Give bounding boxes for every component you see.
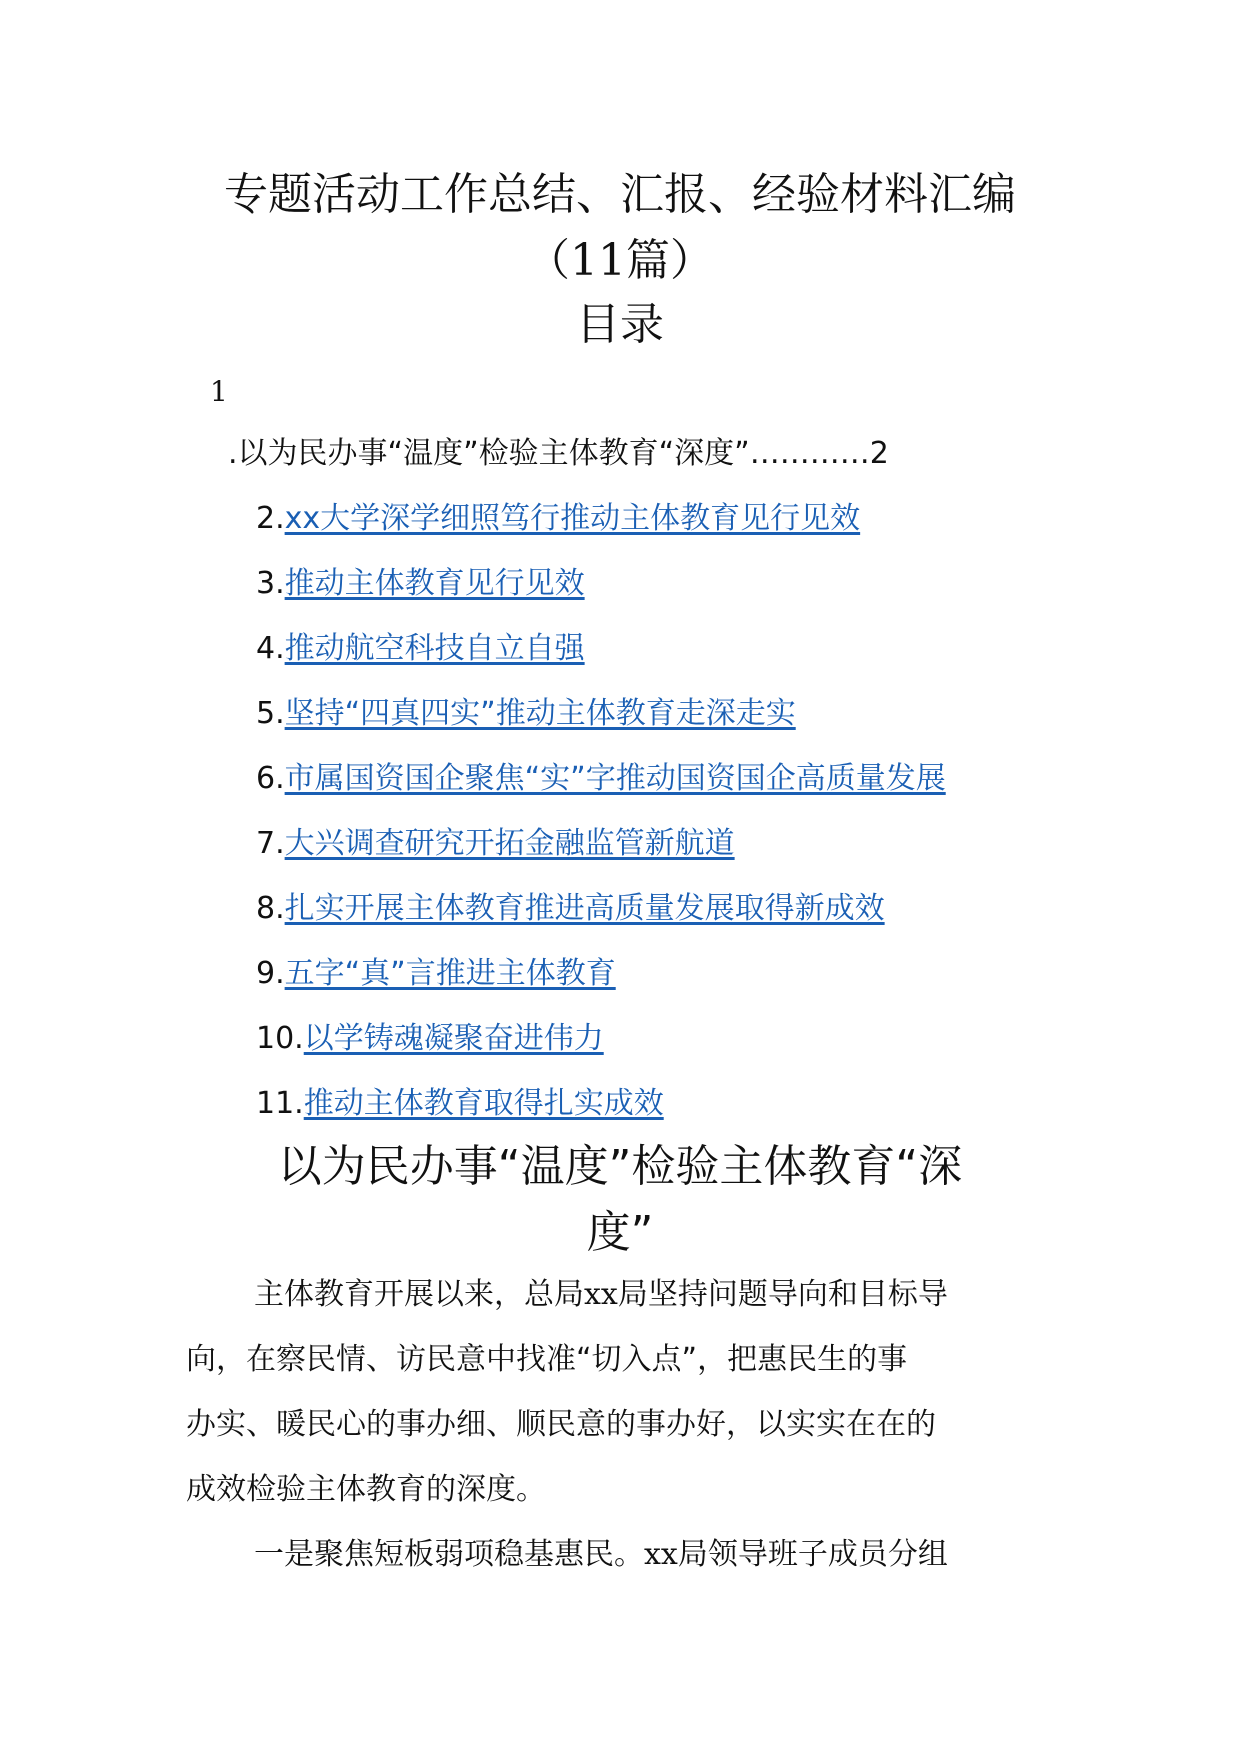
section-title-continued: 度”: [586, 1207, 654, 1258]
table-of-contents: [228, 430, 1056, 1145]
document-title-count: [0, 232, 1240, 290]
toc-link[interactable]: 推动主体教育见行见效: [284, 566, 585, 601]
paragraph-line: 成效检验主体教育的深度。: [186, 1472, 546, 1507]
toc-item-number: 6.: [256, 761, 285, 796]
toc-leader-dots: …………: [749, 436, 870, 471]
toc-item-2[interactable]: [256, 495, 1056, 560]
toc-link[interactable]: 市属国资国企聚焦“实”字推动国资国企高质量发展: [284, 761, 946, 796]
toc-item-number: 3.: [256, 566, 285, 601]
toc-heading: 目录: [576, 299, 664, 350]
toc-item-label: 以为民办事“温度”检验主体教育“深度”: [237, 436, 750, 471]
toc-item-number: 2.: [256, 501, 285, 536]
toc-item-9[interactable]: [256, 950, 1056, 1015]
toc-item-10[interactable]: [256, 1015, 1056, 1080]
toc-item-8[interactable]: [256, 885, 1056, 950]
section-title: 以为民办事“温度”检验主体教育“深: [277, 1141, 963, 1192]
toc-link[interactable]: 大兴调查研究开拓金融监管新航道: [284, 826, 735, 861]
body-paragraph-2: [186, 1522, 1056, 1587]
toc-link[interactable]: 以学铸魂凝聚奋进伟力: [303, 1021, 604, 1056]
toc-item-7[interactable]: [256, 820, 1056, 885]
title-count-number: 11: [570, 235, 626, 286]
toc-item-number: 11.: [256, 1086, 304, 1121]
toc-page-number: 2: [869, 436, 889, 471]
toc-link[interactable]: 扎实开展主体教育推进高质量发展取得新成效: [284, 891, 885, 926]
toc-stray-number: 1: [210, 375, 228, 408]
document-title: 专题活动工作总结、汇报、经验材料汇编: [224, 169, 1016, 220]
title-paren-open: （: [526, 235, 570, 286]
body-paragraph-1: [186, 1262, 1056, 1522]
toc-item-number: 4.: [256, 631, 285, 666]
toc-item-4[interactable]: [256, 625, 1056, 690]
toc-link[interactable]: 坚持“四真四实”推动主体教育走深走实: [284, 696, 796, 731]
toc-item-number: 8.: [256, 891, 285, 926]
toc-item-number: 9.: [256, 956, 285, 991]
toc-link[interactable]: 推动主体教育取得扎实成效: [303, 1086, 664, 1121]
toc-item-6[interactable]: [256, 755, 1056, 820]
toc-item-number: 7.: [256, 826, 285, 861]
toc-item-11[interactable]: [256, 1080, 1056, 1145]
paragraph-line: 一是聚焦短板弱项稳基惠民。xx局领导班子成员分组: [254, 1537, 948, 1572]
toc-item-number: 10.: [256, 1021, 304, 1056]
title-count-suffix: 篇）: [626, 235, 714, 286]
toc-item-1[interactable]: [228, 430, 1056, 495]
toc-item-5[interactable]: [256, 690, 1056, 755]
toc-link[interactable]: xx大学深学细照笃行推动主体教育见行见效: [284, 501, 861, 536]
toc-item-3[interactable]: [256, 560, 1056, 625]
paragraph-line: 办实、暖民心的事办细、顺民意的事办好，以实实在在的: [186, 1407, 936, 1442]
toc-item-number: .: [228, 436, 238, 471]
toc-link[interactable]: 推动航空科技自立自强: [284, 631, 585, 666]
toc-item-number: 5.: [256, 696, 285, 731]
toc-link[interactable]: 五字“真”言推进主体教育: [284, 956, 616, 991]
paragraph-line: 主体教育开展以来，总局xx局坚持问题导向和目标导: [254, 1277, 948, 1312]
paragraph-line: 向，在察民情、访民意中找准“切入点”，把惠民生的事: [186, 1342, 908, 1377]
